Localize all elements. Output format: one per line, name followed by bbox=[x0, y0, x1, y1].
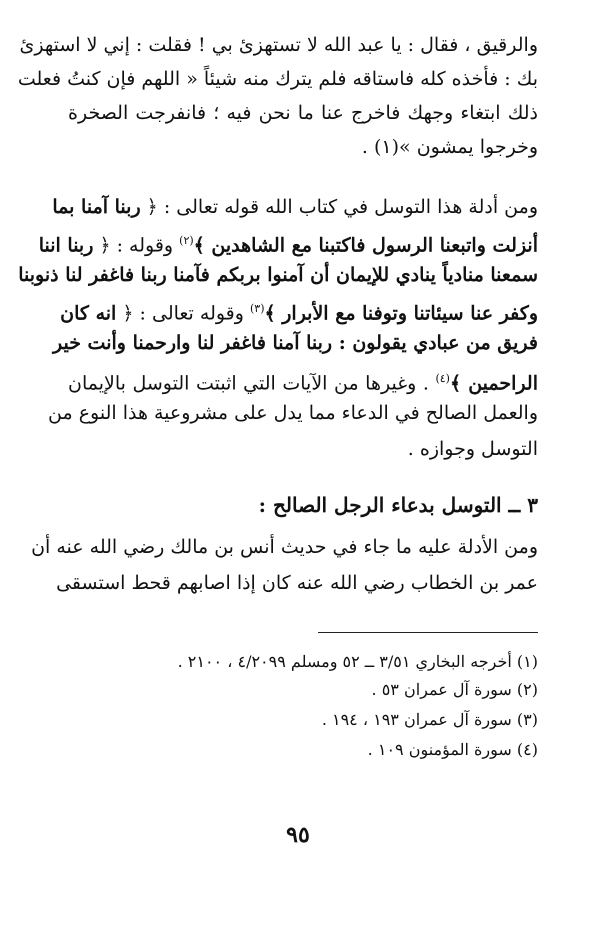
body-line: ذلك ابتغاء وجهك فاخرج عنا ما نحن فيه ؛ فانفرجت الصخرة bbox=[68, 102, 538, 124]
body-line bbox=[68, 362, 538, 396]
footnote-ref: (٢) bbox=[179, 234, 194, 247]
body-line: وخرجوا يمشون »(١) . bbox=[361, 136, 538, 158]
body-line: عمر بن الخطاب رضي الله عنه كان إذا اصابهم قحط استسقى bbox=[56, 572, 538, 594]
body-text: والعمل الصالح في الدعاء مما يدل على مشروعية هذا النوع من bbox=[48, 402, 538, 424]
footnote: (١) أخرجه البخاري ٣/٥١ ــ ٥٢ ومسلم ٤/٢٠٩٩ ، ٢١٠٠ . bbox=[177, 652, 538, 671]
body-line bbox=[38, 224, 538, 258]
body-text: وقوله تعالى : ﴿ bbox=[116, 302, 250, 325]
body-line bbox=[52, 190, 538, 224]
page-number: ٩٥ bbox=[286, 822, 310, 848]
quran-text: فريق من عبادي يقولون : ربنا آمنا فاغفر لنا وارحمنا وأنت خير bbox=[52, 332, 538, 354]
body-line: ومن الأدلة عليه ما جاء في حديث أنس بن مالك رضي الله عنه أن bbox=[31, 536, 538, 558]
body-line bbox=[52, 326, 538, 360]
quran-text: أنزلت واتبعنا الرسول فاكتبنا مع الشاهدين ﴾ bbox=[193, 234, 538, 257]
quran-text: انه كان bbox=[60, 302, 117, 325]
body-line: بك : فأخذه كله فاستاقه فلم يترك منه شيئاً « اللهم فإن كنتُ فعلت bbox=[17, 68, 538, 90]
quran-text: سمعنا منادياً ينادي للإيمان أن آمنوا بربكم فآمنا ربنا فاغفر لنا ذنوبنا bbox=[18, 264, 538, 286]
quran-text: الراحمين ﴾ bbox=[449, 372, 538, 395]
section-heading: ٣ ــ التوسل بدعاء الرجل الصالح : bbox=[258, 493, 538, 517]
footnote-divider bbox=[318, 632, 538, 633]
body-text: التوسل وجوازه . bbox=[407, 438, 538, 460]
body-line bbox=[18, 258, 538, 292]
quran-text: ربنا آمنا بما bbox=[52, 196, 141, 218]
body-text: ومن أدلة هذا التوسل في كتاب الله قوله تعالى : ﴿ bbox=[140, 196, 538, 218]
quran-text: ربنا اننا bbox=[38, 234, 94, 257]
footnote-ref: (٤) bbox=[435, 372, 450, 385]
footnote: (٢) سورة آل عمران ٥٣ . bbox=[371, 680, 538, 699]
body-line: والرقيق ، فقال : يا عبد الله لا تستهزئ بي ! فقلت : إني لا استهزئ bbox=[19, 34, 538, 56]
body-line bbox=[48, 396, 538, 430]
body-text: . وغيرها من الآيات التي اثبتت التوسل بالإيمان bbox=[68, 372, 436, 395]
footnote: (٤) سورة المؤمنون ١٠٩ . bbox=[367, 740, 538, 759]
footnote-ref: (٣) bbox=[249, 302, 265, 315]
footnote: (٣) سورة آل عمران ١٩٣ ، ١٩٤ . bbox=[321, 710, 538, 729]
body-text: وقوله : ﴿ bbox=[93, 234, 180, 257]
body-line bbox=[68, 432, 538, 466]
body-line bbox=[60, 292, 538, 326]
quran-text: وكفر عنا سيئاتنا وتوفنا مع الأبرار ﴾ bbox=[264, 302, 538, 325]
